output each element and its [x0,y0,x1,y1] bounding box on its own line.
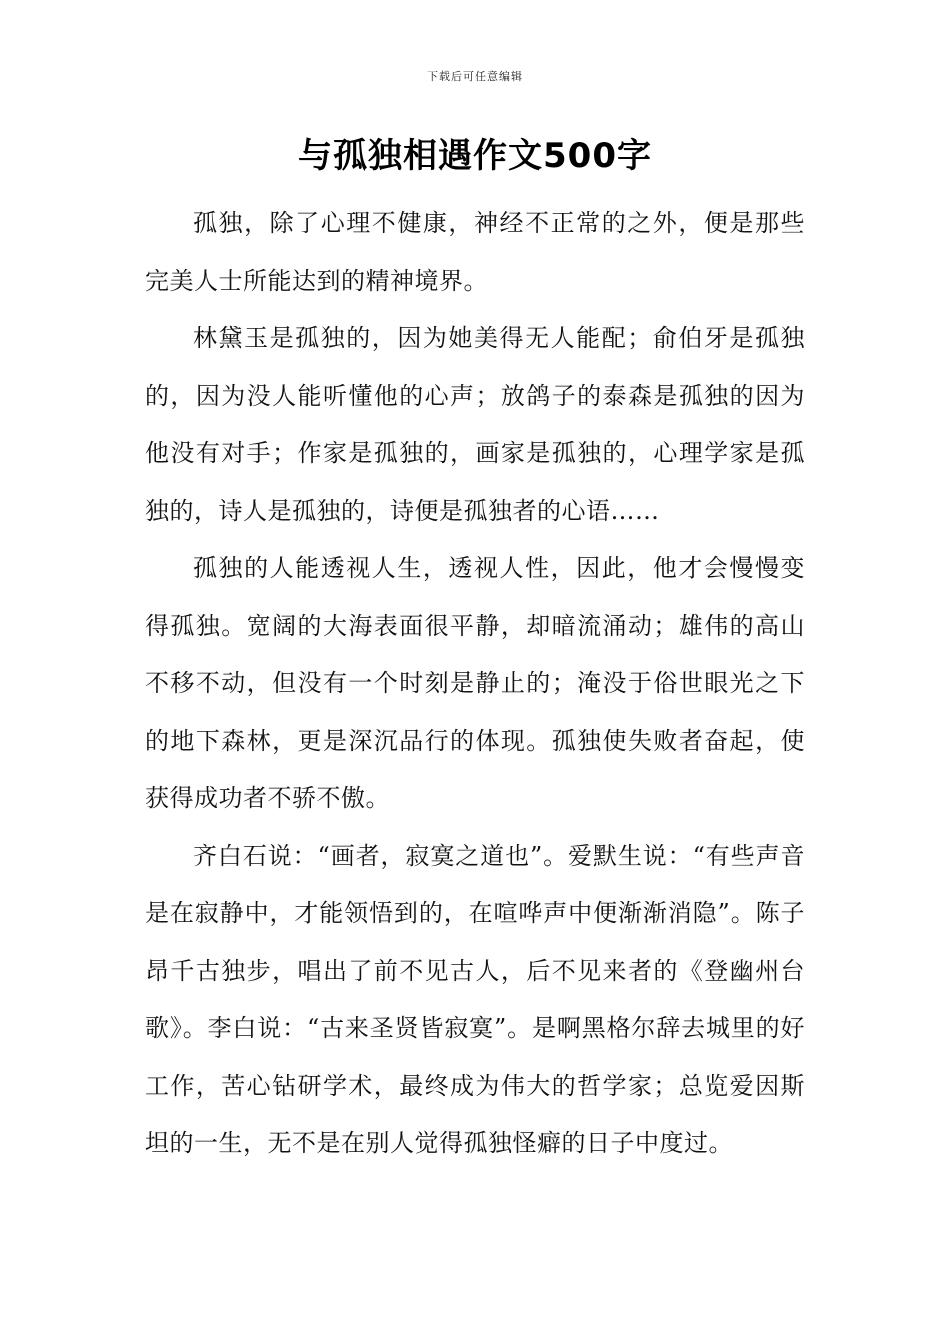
paragraph-3: 孤独的人能透视人生，透视人性，因此，他才会慢慢变得孤独。宽阔的大海表面很平静，却暗流涌动；雄伟的高山不移不动，但没有一个时刻是静止的；淹没于俗世眼光之下的地下森林，更是深沉品行的体现。孤独使失败者奋起，使获得成功者不骄不傲。 [145,554,805,812]
page-title: 与孤独相遇作文500字 [298,136,652,176]
paragraph-2: 林黛玉是孤独的，因为她美得无人能配；俞伯牙是孤独的，因为没人能听懂他的心声；放鸽子的泰森是孤独的因为他没有对手；作家是孤独的，画家是孤独的，心理学家是孤独的，诗人是孤独的，诗便是孤独者的心语…… [145,324,805,525]
header-note: 下载后可任意编辑 [427,70,523,83]
paragraph-4: 齐白石说：“画者，寂寞之道也”。爱默生说：“有些声音是在寂静中，才能领悟到的，在喧哗声中便渐渐消隐”。陈子昂千古独步，唱出了前不见古人，后不见来者的《登幽州台歌》。李白说：“古来圣贤皆寂寞”。是啊黑格尔辞去城里的好工作，苦心钻研学术，最终成为伟大的哲学家；总览爱因斯坦的一生，无不是在别人觉得孤独怪癖的日子中度过。 [145,841,805,1157]
paragraph-1: 孤独，除了心理不健康，神经不正常的之外，便是那些完美人士所能达到的精神境界。 [145,209,805,295]
essay-body [145,195,805,1173]
